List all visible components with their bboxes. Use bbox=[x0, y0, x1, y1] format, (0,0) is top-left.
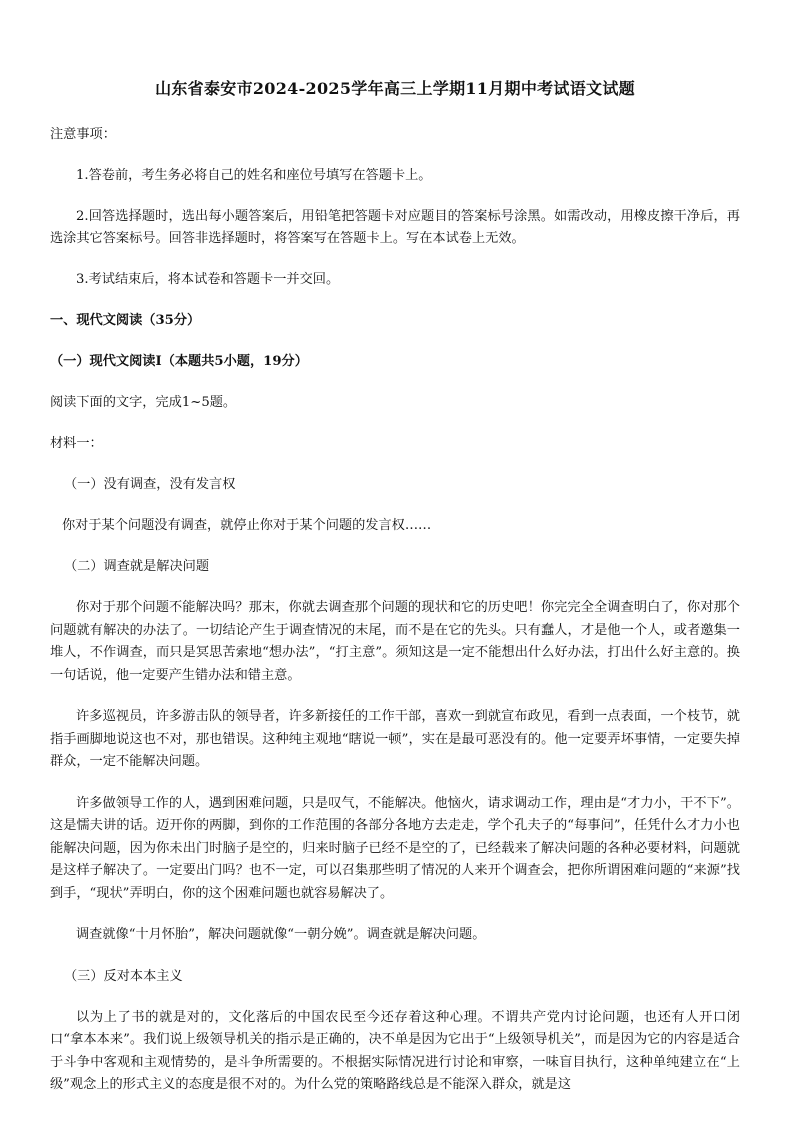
part2-paragraph-4: 调查就像“十月怀胎”，解决问题就像“一朝分娩”。调查就是解决问题。 bbox=[76, 927, 486, 942]
reading-instruction: 阅读下面的文字，完成1~5题。 bbox=[50, 395, 237, 410]
part1-heading: （一）没有调查，没有发言权 bbox=[64, 477, 236, 492]
part1-text: 你对于某个问题没有调查，就停止你对于某个问题的发言权…… bbox=[62, 518, 432, 533]
part2-paragraph-3: 许多做领导工作的人，遇到困难问题，只是叹气，不能解决。他恼火，请求调动工作，理由是“才力小，干不下”。这是懦夫讲的话。迈开你的两脚，到你的工作范围的各部分各地方去走走，学个孔夫子的“每事问”，任凭什么才力小也能解决问题，因为你未出门时脑子是空的，归来时脑子已经不是空的了，已经载来了解决问题的各种必要材料，问题就是这样子解决了。一定要出门吗？也不一定，可以召集那些明了情况的人来开个调查会，把你所谓困难问题的“来源”找到手，“现状”弄明白，你的这个困难问题也就容易解决了。 bbox=[50, 795, 740, 901]
exam-page bbox=[50, 78, 740, 1097]
part3-paragraph: 以为上了书的就是对的，文化落后的中国农民至今还存着这种心理。不谓共产党内讨论问题，也还有人开口闭口“拿本本来”。我们说上级领导机关的指示是正确的，决不单是因为它出于“上级领导机关”，而是因为它的内容是适合于斗争中客观和主观情势的，是斗争所需要的。不根据实际情况进行讨论和审察，一味盲目执行，这种单纯建立在“上级”观念上的形式主义的态度是很不对的。为什么党的策略路线总是不能深入群众，就是这 bbox=[50, 1009, 740, 1092]
document-title: 山东省泰安市2024-2025学年高三上学期11月期中考试语文试题 bbox=[155, 79, 635, 98]
notice-item-3: 3.考试结束后，将本试卷和答题卡一并交回。 bbox=[76, 272, 340, 287]
part2-paragraph-2: 许多巡视员，许多游击队的领导者，许多新接任的工作干部，喜欢一到就宣布政见，看到一点表面，一个枝节，就指手画脚地说这也不对，那也错误。这种纯主观地“瞎说一顿”，实在是最可恶没有的。他一定要弄坏事情，一定要失掉群众，一定不能解决问题。 bbox=[50, 709, 740, 769]
part2-paragraph-1: 你对于那个问题不能解决吗？那末，你就去调查那个问题的现状和它的历史吧！你完完全全调查明白了，你对那个问题就有解决的办法了。一切结论产生于调查情况的末尾，而不是在它的先头。只有蠢人，才是他一个人，或者邀集一堆人，不作调查，而只是冥思苦索地“想办法”，“打主意”。须知这是一定不能想出什么好办法，打出什么好主意的。换一句话说，他一定要产生错办法和错主意。 bbox=[50, 600, 740, 683]
notice-item-1: 1.答卷前，考生务必将自己的姓名和座位号填写在答题卡上。 bbox=[76, 168, 432, 183]
notice-item-2: 2.回答选择题时，选出每小题答案后，用铅笔把答题卡对应题目的答案标号涂黑。如需改动，用橡皮擦干净后，再选涂其它答案标号。回答非选择题时，将答案写在答题卡上。写在本试卷上无效。 bbox=[50, 209, 740, 246]
subsection-heading: （一）现代文阅读Ⅰ（本题共5小题，19分） bbox=[50, 354, 308, 369]
notice-heading: 注意事项： bbox=[50, 127, 116, 142]
part3-heading: （三）反对本本主义 bbox=[64, 968, 183, 984]
material-label: 材料一： bbox=[50, 436, 103, 451]
section-heading: 一、现代文阅读（35分） bbox=[50, 313, 201, 328]
part2-heading: （二）调查就是解决问题 bbox=[64, 559, 210, 574]
